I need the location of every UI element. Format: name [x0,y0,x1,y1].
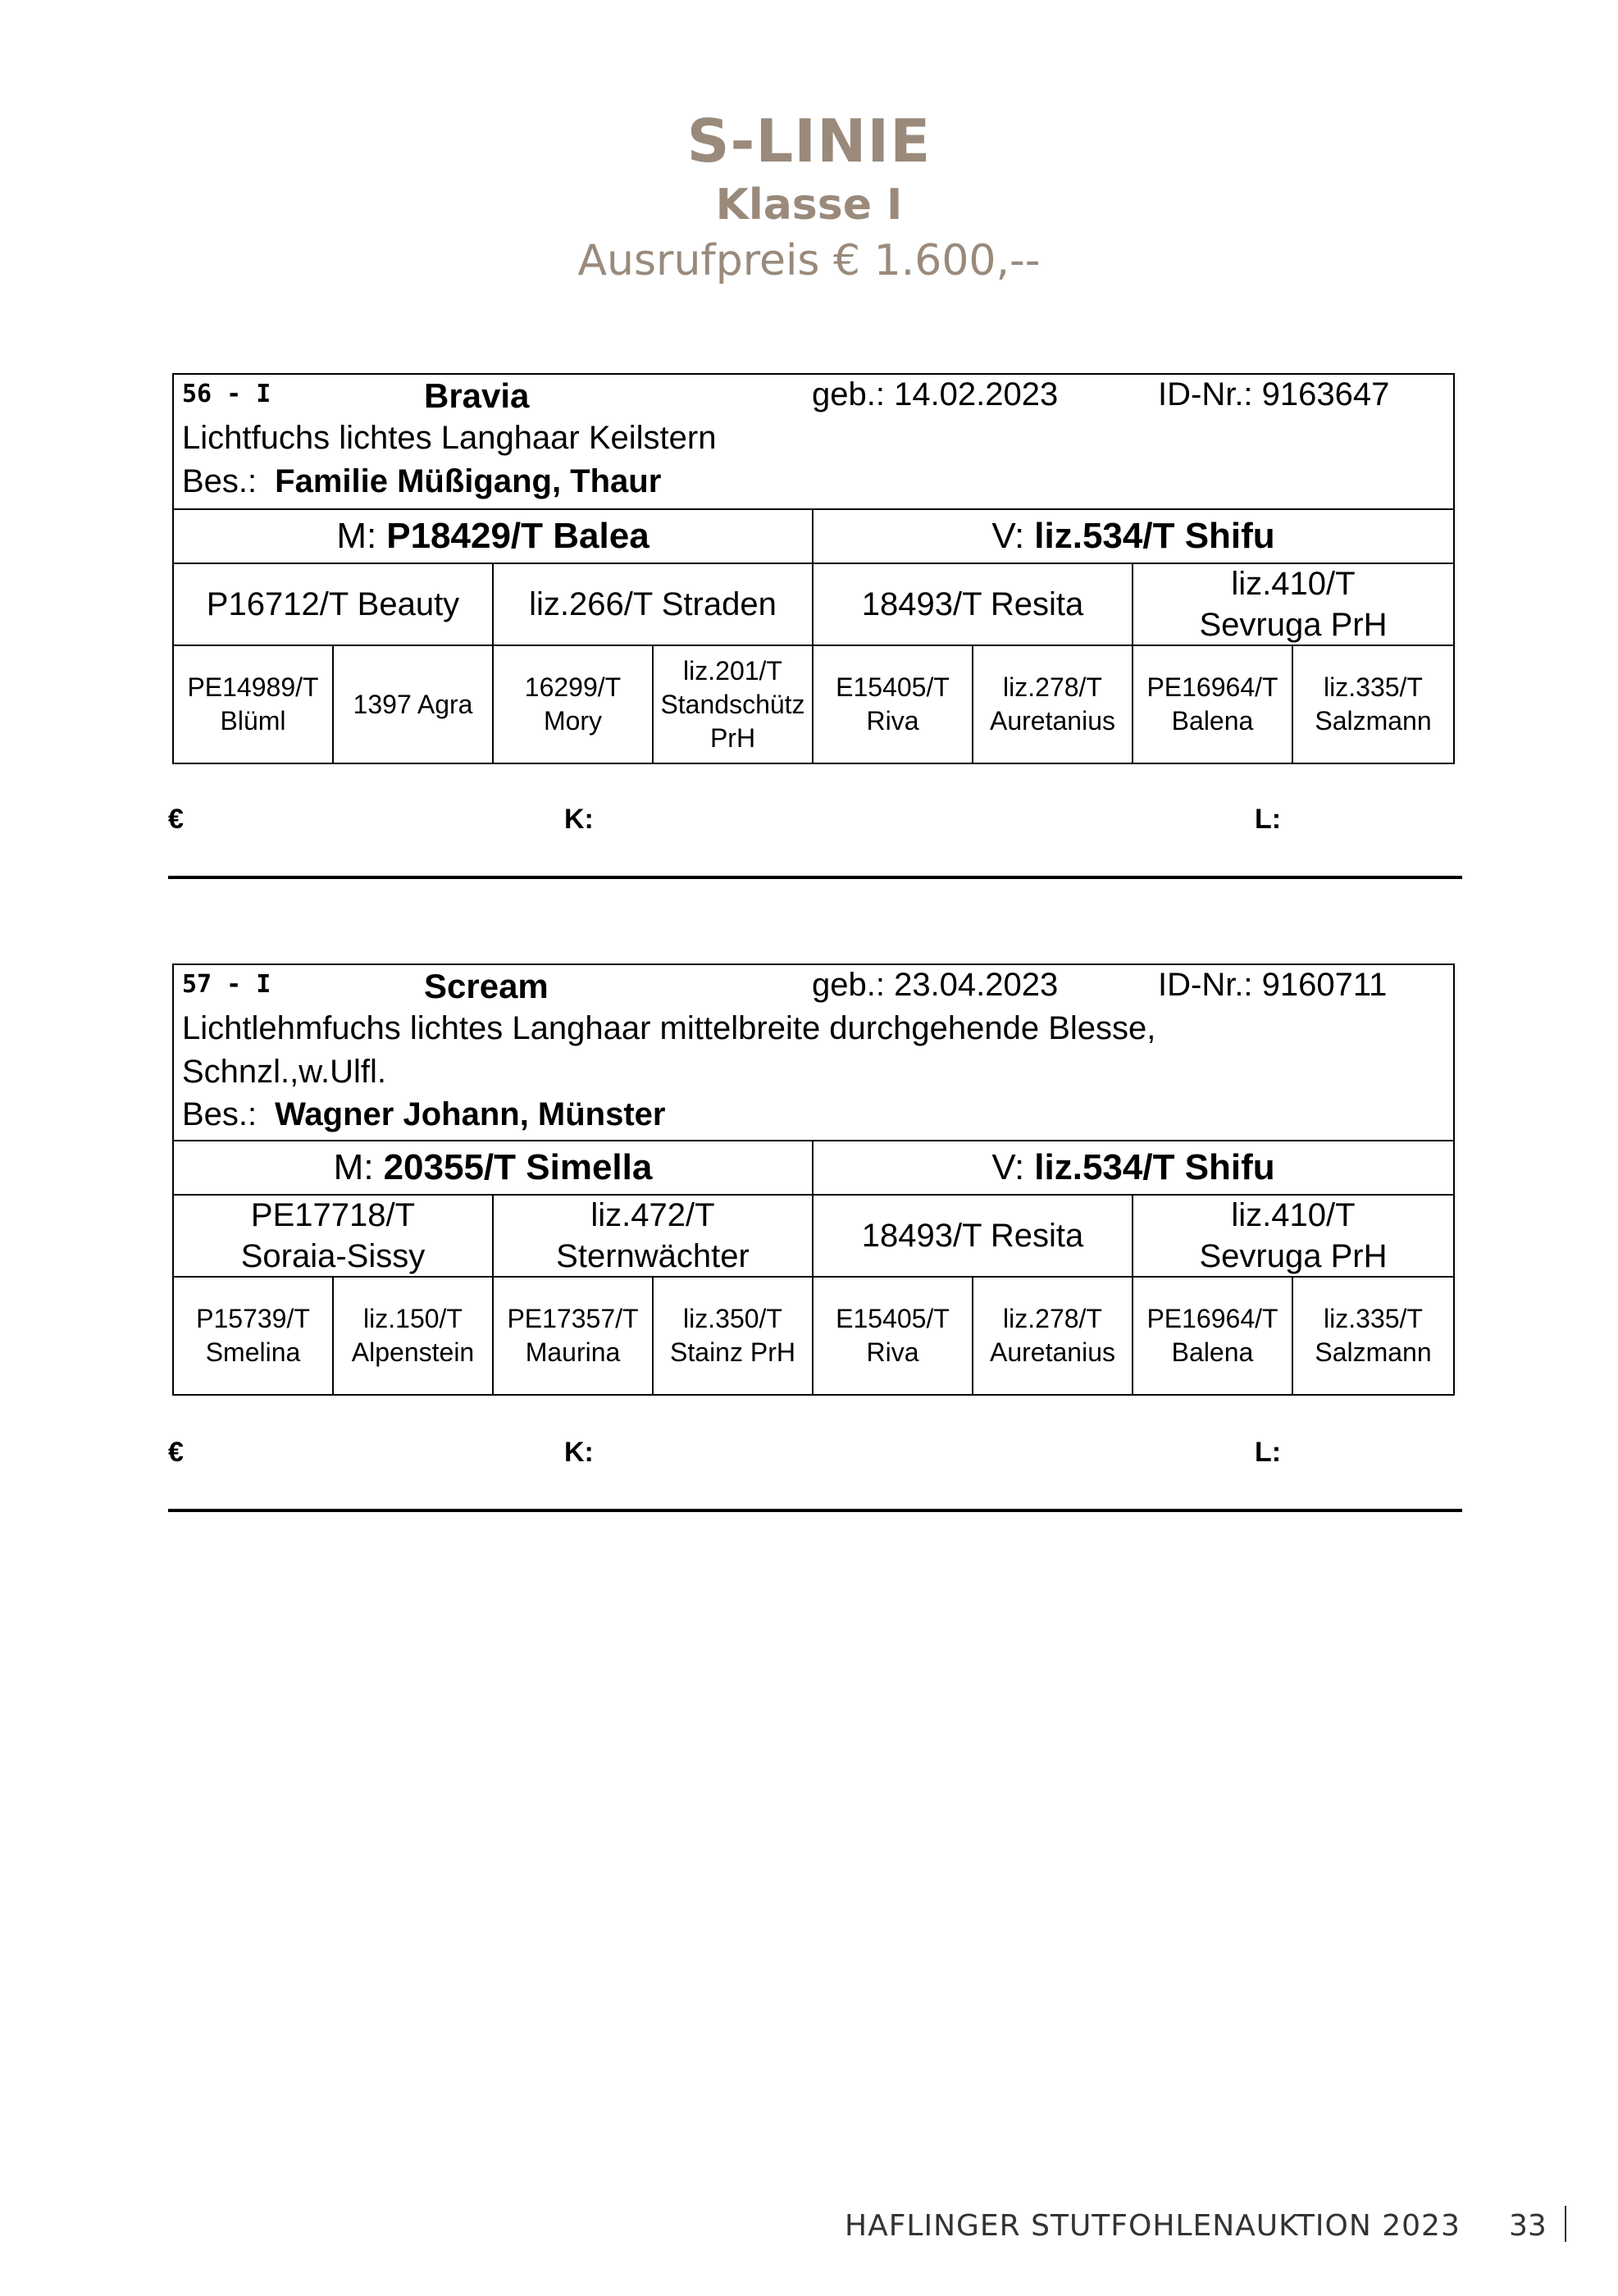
owner-name: Familie Müßigang, Thaur [275,463,662,499]
l-label: L: [1255,1437,1282,1468]
pedigree-text: 18493/T Resita [861,586,1084,622]
parents-row [174,1141,1453,1196]
buyer-label: K: [564,804,594,835]
great-grandparent-cell [1293,646,1453,763]
pedigree-text: Stainz PrH [670,1337,795,1367]
page-footer-title: HAFLINGER STUTFOHLENAUKTION 2023 [845,2209,1461,2243]
euro-label: € [168,1437,184,1468]
pedigree-text: Auretanius [990,706,1115,736]
owner [182,463,661,500]
great-grandparent-cell [973,1278,1133,1394]
grandparent-cell [814,564,1133,645]
id-number: ID-Nr.: 9160711 [1158,967,1388,1003]
pedigree-text: E15405/T [836,672,950,702]
pedigree-text: liz.266/T Straden [529,586,777,622]
great-grandparent-cell [174,646,334,763]
pedigree-text: 16299/T [524,672,622,702]
father-name: liz.534/T Shifu [1034,516,1275,556]
mother-cell [174,510,814,563]
l-label: L: [1255,804,1282,835]
pedigree-text: liz.335/T [1324,1304,1423,1333]
pedigree-text: liz.201/T [683,655,782,686]
pedigree-text: PE17357/T [507,1304,639,1333]
pedigree-text: PrH [709,722,756,753]
pedigree-text: Auretanius [990,1337,1115,1367]
pedigree-text: liz.410/T [1231,566,1356,602]
lot-info [174,965,1453,1141]
divider [168,876,1462,879]
pedigree-text: Alpenstein [351,1337,475,1367]
lot-entry-56 [172,373,1455,764]
pedigree-text: Balena [1171,1337,1254,1367]
page-number-divider [1565,2206,1566,2242]
pedigree-text: 1397 Agra [353,689,473,719]
great-grandparent-cell [1133,646,1293,763]
pedigree-text: Smelina [205,1337,301,1367]
father-cell [814,1141,1453,1194]
description-line: Lichtlehmfuchs lichtes Langhaar mittelbreite durchgehende Blesse, [182,1010,1156,1046]
pedigree-text: 18493/T Resita [861,1218,1084,1254]
great-grandparent-cell [494,646,654,763]
great-grandparent-cell [494,1278,654,1394]
grandparent-cell [174,1196,494,1276]
owner-label: Bes.: [182,463,258,499]
grandparent-cell [814,1196,1133,1276]
pedigree-text: Sevruga PrH [1199,1238,1388,1274]
pedigree-text: PE17718/T [250,1197,416,1233]
father-label: V: [991,516,1025,556]
page-title: S-LINIE [686,107,932,175]
great-grandparent-cell [814,1278,973,1394]
great-grandparents-row [174,1278,1453,1394]
mother-name: 20355/T Simella [383,1147,653,1187]
pedigree-text: P16712/T Beauty [206,586,460,622]
pedigree-text: liz.278/T [1003,672,1102,702]
lot-info [174,375,1453,510]
great-grandparent-cell [654,1278,814,1394]
pedigree-text: liz.350/T [683,1304,782,1333]
great-grandparent-cell [814,646,973,763]
description-line: Lichtfuchs lichtes Langhaar Keilstern [182,420,717,456]
lot-number: 56 - I [182,380,271,408]
owner-label: Bes.: [182,1096,258,1132]
pedigree-text: Balena [1171,706,1254,736]
grandparents-row [174,1196,1453,1278]
divider [168,1509,1462,1512]
pedigree-text: Blüml [220,706,286,736]
starting-price: Ausrufpreis € 1.600,-- [577,236,1041,285]
birth-date: geb.: 14.02.2023 [812,376,1059,412]
pedigree-text: E15405/T [836,1304,950,1333]
pedigree-text: liz.335/T [1324,672,1423,702]
pedigree-text: Sevruga PrH [1199,607,1388,643]
grandparent-cell [494,1196,814,1276]
horse-name: Scream [424,967,549,1005]
pedigree-text: P15739/T [196,1304,310,1333]
pedigree-text: liz.278/T [1003,1304,1102,1333]
euro-label: € [168,804,184,835]
pedigree-text: Soraia-Sissy [240,1238,426,1274]
pedigree-text: Sternwächter [556,1238,750,1274]
great-grandparent-cell [973,646,1133,763]
mother-cell [174,1141,814,1194]
great-grandparent-cell [1133,1278,1293,1394]
parents-row [174,510,1453,564]
pedigree-text: Riva [866,706,919,736]
birth-date: geb.: 23.04.2023 [812,967,1059,1003]
pedigree-text: Salzmann [1315,706,1432,736]
pedigree-text: PE14989/T [187,672,319,702]
class-heading: Klasse I [715,180,903,230]
great-grandparent-cell [654,646,814,763]
description-line: Schnzl.,w.Ulfl. [182,1054,386,1090]
horse-name: Bravia [424,376,530,415]
pedigree-text: PE16964/T [1146,672,1278,702]
grandparent-cell [174,564,494,645]
great-grandparent-cell [334,646,494,763]
great-grandparent-cell [1293,1278,1453,1394]
grandparent-cell [494,564,814,645]
mother-label: M: [336,516,377,556]
pedigree-text: Maurina [525,1337,621,1367]
mother-name: P18429/T Balea [386,516,649,556]
lot-number: 57 - I [182,970,271,999]
grandparents-row [174,564,1453,646]
pedigree-text: Salzmann [1315,1337,1432,1367]
pedigree-text: liz.150/T [363,1304,463,1333]
grandparent-cell [1133,1196,1453,1276]
owner [182,1096,665,1133]
great-grandparent-cell [174,1278,334,1394]
father-cell [814,510,1453,563]
page-number: 33 [1509,2209,1547,2243]
great-grandparent-cell [334,1278,494,1394]
lot-entry-57 [172,963,1455,1396]
great-grandparents-row [174,646,1453,763]
description [182,417,716,460]
pedigree-text: PE16964/T [1146,1304,1278,1333]
buyer-label: K: [564,1437,594,1468]
description [182,1007,1155,1094]
grandparent-cell [1133,564,1453,645]
pedigree-text: liz.472/T [590,1197,715,1233]
mother-label: M: [333,1147,374,1187]
father-label: V: [991,1147,1025,1187]
pedigree-text: Riva [866,1337,919,1367]
father-name: liz.534/T Shifu [1034,1147,1275,1187]
owner-name: Wagner Johann, Münster [275,1096,666,1132]
id-number: ID-Nr.: 9163647 [1158,376,1390,412]
pedigree-text: liz.410/T [1231,1197,1356,1233]
pedigree-text: Mory [543,706,603,736]
pedigree-text: Standschütz [660,689,805,719]
